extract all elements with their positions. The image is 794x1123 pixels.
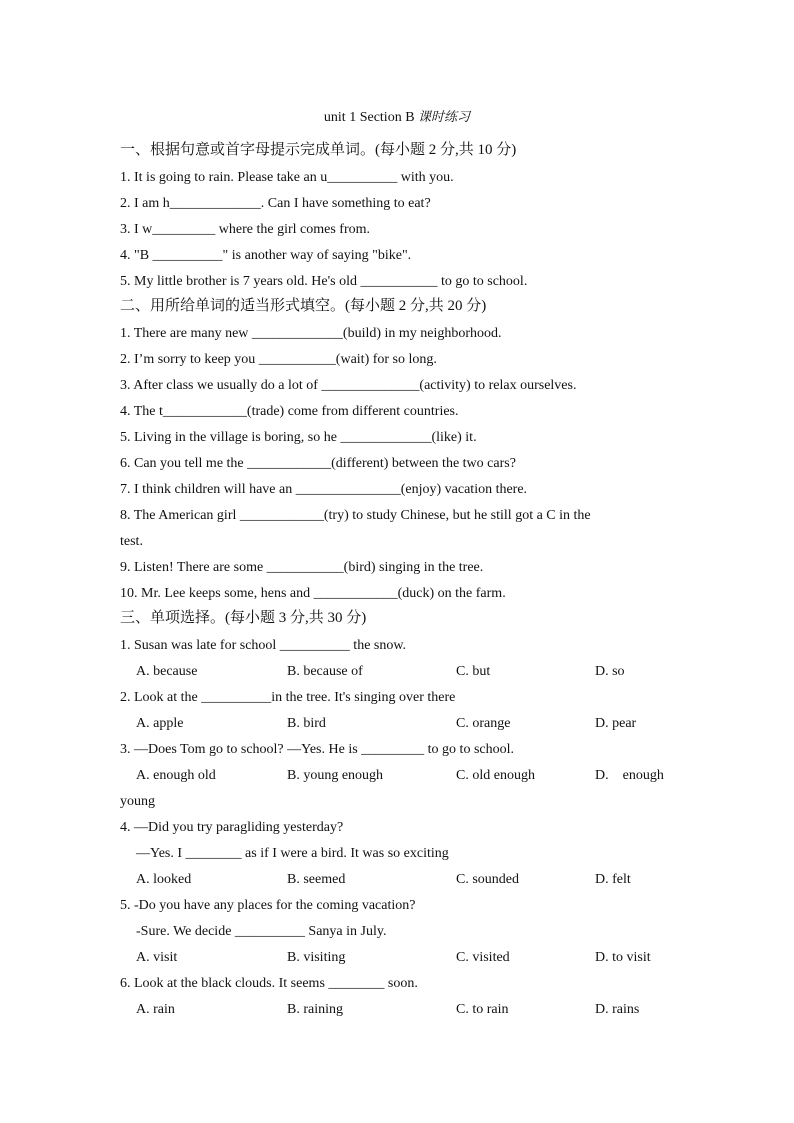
part2-item-3: 3. After class we usually do a lot of ______________(activity) to relax ourselves.: [120, 378, 577, 393]
q5-option-d: D. to visit: [595, 950, 651, 965]
q6-options: [136, 1001, 696, 1019]
q6-option-b: B. raining: [287, 1002, 343, 1017]
q5-option-b: B. visiting: [287, 950, 346, 965]
part1-heading: 一、根据句意或首字母提示完成单词。(每小题 2 分,共 10 分): [120, 142, 517, 158]
part2-item-7: 7. I think children will have an _______________(enjoy) vacation there.: [120, 482, 528, 497]
q3-option-c: C. old enough: [456, 768, 535, 783]
q3-option-d: D. enough: [595, 768, 664, 783]
part2-item-6: 6. Can you tell me the ____________(different) between the two cars?: [120, 456, 516, 471]
q4-option-a: A. looked: [136, 872, 192, 887]
q5-option-a: A. visit: [136, 950, 178, 965]
q2-options: [136, 715, 696, 733]
part2-item-10: 10. Mr. Lee keeps some, hens and ____________(duck) on the farm.: [120, 586, 506, 601]
q1-option-c: C. but: [456, 664, 491, 679]
title-sub: 课时练习: [418, 110, 471, 125]
part1-item-4: 4. "B __________" is another way of saying "bike".: [120, 248, 412, 263]
q1-option-d: D. so: [595, 664, 625, 679]
part2-item-5: 5. Living in the village is boring, so he _____________(like) it.: [120, 430, 477, 445]
q5-options: [136, 949, 696, 967]
part2-item-4: 4. The t____________(trade) come from different countries.: [120, 404, 459, 419]
page-title: [0, 106, 794, 126]
q4-option-b: B. seemed: [287, 872, 346, 887]
q1-option-a: A. because: [136, 664, 198, 679]
part2-item-8-cont: test.: [120, 534, 143, 549]
q5-option-c: C. visited: [456, 950, 510, 965]
part1-item-2: 2. I am h_____________. Can I have something to eat?: [120, 196, 431, 211]
part2-item-2: 2. I’m sorry to keep you ___________(wait) for so long.: [120, 352, 437, 367]
q3-option-b: B. young enough: [287, 768, 384, 783]
q2-option-b: B. bird: [287, 716, 326, 731]
q2-option-a: A. apple: [136, 716, 184, 731]
q1-options: [136, 663, 696, 681]
q2-option-c: C. orange: [456, 716, 511, 731]
title-main: unit 1 Section B: [323, 110, 415, 125]
q4-option-c: C. sounded: [456, 872, 519, 887]
q1-option-b: B. because of: [287, 664, 363, 679]
q4-stem-2: —Yes. I ________ as if I were a bird. It was so exciting: [136, 846, 449, 861]
q1-stem: 1. Susan was late for school __________ the snow.: [120, 638, 407, 653]
part1-item-5: 5. My little brother is 7 years old. He's old ___________ to go to school.: [120, 274, 528, 289]
q3-option-d-cont: young: [120, 794, 155, 809]
part2-item-8: 8. The American girl ____________(try) to study Chinese, but he still got a C in the: [120, 508, 591, 523]
q4-option-d: D. felt: [595, 872, 631, 887]
part2-item-9: 9. Listen! There are some ___________(bird) singing in the tree.: [120, 560, 484, 575]
q6-stem: 6. Look at the black clouds. It seems ________ soon.: [120, 976, 418, 991]
q3-options: [136, 767, 696, 785]
q4-options: [136, 871, 696, 889]
q6-option-c: C. to rain: [456, 1002, 509, 1017]
part1-item-3: 3. I w_________ where the girl comes from.: [120, 222, 370, 237]
q5-stem: 5. -Do you have any places for the coming vacation?: [120, 898, 416, 913]
q3-stem: 3. —Does Tom go to school? —Yes. He is _________ to go to school.: [120, 742, 515, 757]
part2-heading: 二、用所给单词的适当形式填空。(每小题 2 分,共 20 分): [120, 298, 487, 314]
q2-stem: 2. Look at the __________in the tree. It's singing over there: [120, 690, 456, 705]
q6-option-a: A. rain: [136, 1002, 175, 1017]
part2-item-1: 1. There are many new _____________(build) in my neighborhood.: [120, 326, 502, 341]
q5-stem-2: -Sure. We decide __________ Sanya in July.: [136, 924, 387, 939]
part1-item-1: 1. It is going to rain. Please take an u__________ with you.: [120, 170, 454, 185]
part3-heading: 三、单项选择。(每小题 3 分,共 30 分): [120, 610, 367, 626]
q2-option-d: D. pear: [595, 716, 637, 731]
q6-option-d: D. rains: [595, 1002, 640, 1017]
q4-stem: 4. —Did you try paragliding yesterday?: [120, 820, 344, 835]
q3-option-a: A. enough old: [136, 768, 216, 783]
